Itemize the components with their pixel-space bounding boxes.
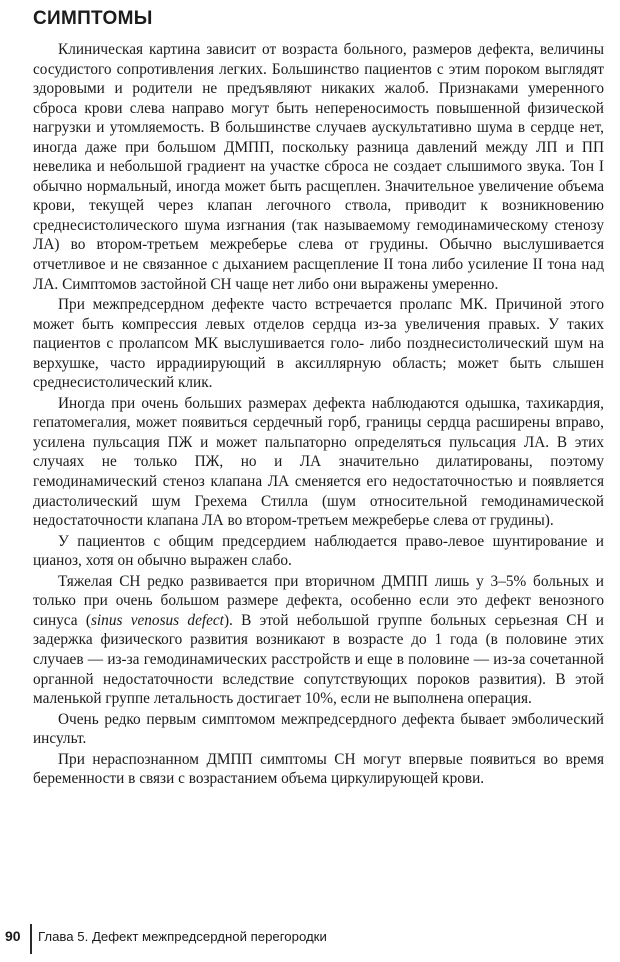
paragraph: При межпредсердном дефекте часто встречается пролапс МК. Причиной этого может быть компрессия левых отделов сердца из-за увеличения правых. У таких пациентов с пролапсом МК выслушивается голо- либо позднесистолический шум на верхушке, часто иррадиирующий в аксиллярную область; может быть слышен среднесистолический клик. xyxy=(33,296,604,392)
paragraph: При нераспознанном ДМПП симптомы СН могут впервые появиться во время беременности в связи с возрастанием объема циркулирующей крови. xyxy=(33,750,604,788)
paragraph: У пациентов с общим предсердием наблюдается право-левое шунтирование и цианоз, хотя он обычно выражен слабо. xyxy=(33,532,604,570)
body-text xyxy=(33,40,604,789)
section-heading: СИМПТОМЫ xyxy=(33,8,153,29)
page-number: 90 xyxy=(5,928,21,944)
page-footer xyxy=(0,924,620,954)
paragraph-text: Тяжелая СН редко развивается при вторичном ДМПП лишь у 3–5% больных и только при очень большом размере дефекта, особенно если это дефект венозного синуса ( xyxy=(33,572,604,629)
paragraph: Клиническая картина зависит от возраста больного, размеров дефекта, величины сосудистого сопротивления легких. Большинство пациентов с этим пороком выглядят здоровыми и родители не предъявляют никаких жалоб. Признаками умеренного сброса крови слева направо могут быть непереносимость повышенной физической нагрузки и утомляемость. В большинстве случаев аускультативно шума в сердце нет, иногда даже при большом ДМПП, поскольку разница давлений между ЛП и ПП невелика и небольшой градиент на участке сброса не создает слышимого звука. Тон I обычно нормальный, иногда может быть расщеплен. Значительное увеличение объема крови, текущей через клапан легочного ствола, приводит к возникновению среднесистолического шума изгнания (так называемому гемодинамическому стенозу ЛА) во втором-третьем межреберье слева от грудины. Обычно выслушивается отчетливое и не связанное с дыханием расщепление II тона либо усиление II тона над ЛА. Симптомов застойной СН чаще нет либо они выражены умеренно. xyxy=(33,41,604,293)
paragraph-text: ). В этой небольшой группе больных серьезная СН и задержка физического развития возникают в возрасте до 1 года (в половине этих случаев — из-за гемодинамических расстройств и еще в половине — из-за сочетанной органной недостаточности вследствие сопутствующих пороков развития). В этой маленькой группе летальность достигает 10%, если не выполнена операция. xyxy=(33,611,604,708)
latin-term: sinus venosus defect xyxy=(90,611,224,629)
paragraph xyxy=(33,572,604,709)
footer-divider xyxy=(30,924,32,954)
paragraph: Иногда при очень больших размерах дефекта наблюдаются одышка, тахикардия, гепатомегалия, может появиться сердечный горб, границы сердца расширены вправо, усилена пульсация ПЖ и может пальпаторно определяться пульсация ЛА. В этих случаях не только ПЖ, но и ЛА значительно дилатированы, поэтому гемодинамический стеноз клапана ЛА сменяется его недостаточностью и появляется диастолический шум Грехема Стилла (шум относительной гемодинамической недостаточности клапана ЛА во втором-третьем межреберье слева от грудины). xyxy=(33,394,604,530)
paragraph: Очень редко первым симптомом межпредсердного дефекта бывает эмболический инсульт. xyxy=(33,710,604,748)
running-title: Глава 5. Дефект межпредсердной перегородки xyxy=(38,929,327,944)
